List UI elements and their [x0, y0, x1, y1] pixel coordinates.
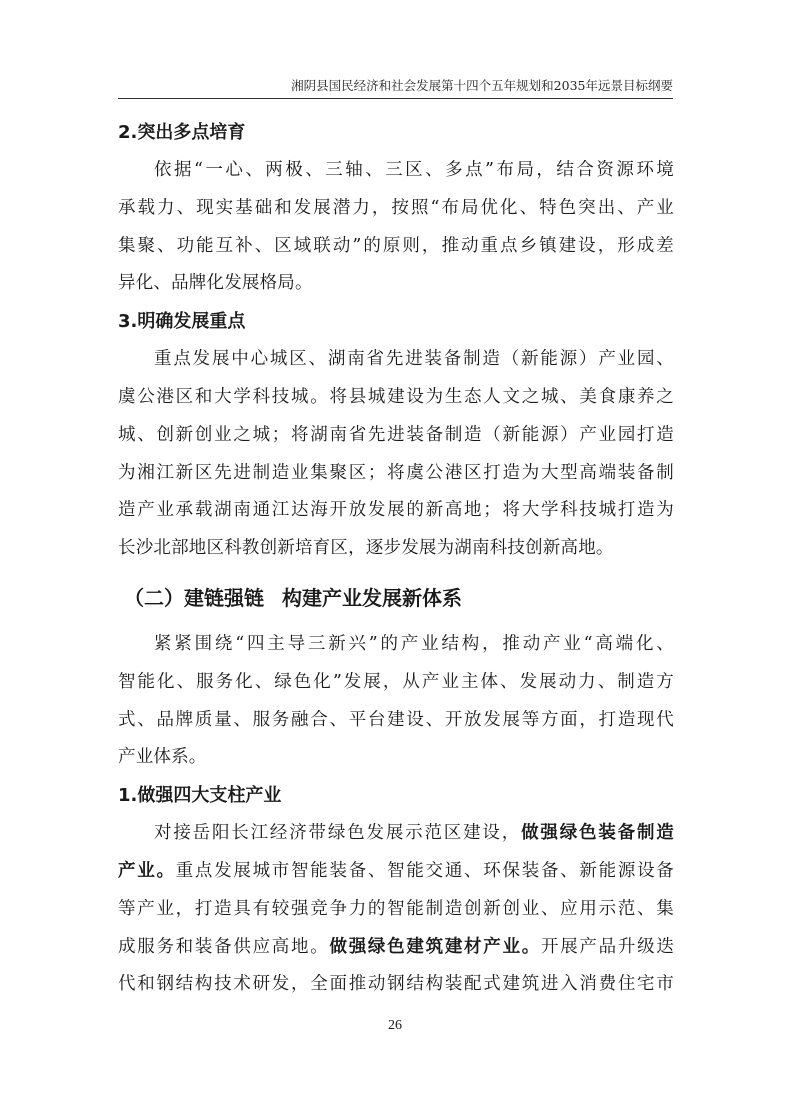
text-line: [118, 853, 674, 891]
section-heading-left: （二）建链强链: [124, 585, 264, 610]
page-number: 26: [388, 1018, 402, 1033]
text-line: 重点发展中心城区、湖南省先进装备制造（新能源）产业园、: [154, 349, 674, 370]
text-line: [118, 929, 674, 967]
text-line: 紧紧围绕“四主导三新兴”的产业结构，推动产业“高端化、: [154, 633, 674, 654]
subheading-multipoint: 2.突出多点培育: [118, 122, 246, 143]
paragraph-industry-system: [118, 626, 674, 777]
text-line: 产业体系。: [118, 747, 207, 768]
paragraph-four-pillars: [118, 815, 674, 1004]
text-run: 重点发展城市智能装备、智能交通、环保装备、新能源设备: [175, 860, 674, 881]
text-line: 为湘江新区先进制造业集聚区；将虞公港区打造为大型高端装备制: [118, 462, 674, 483]
subheading-key-focus: 3.明确发展重点: [118, 311, 246, 333]
text-line: 造产业承载湖南通江达海开放发展的新高地；将大学科技城打造为: [118, 500, 674, 521]
text-line: 代和钢结构技术研发，全面推动钢结构装配式建筑进入消费住宅市: [118, 974, 674, 995]
text-line: 长沙北部地区科教创新培育区，逐步发展为湖南科技创新高地。: [118, 538, 614, 559]
text-run: 开展产品升级迭: [540, 936, 675, 957]
text-line: 等产业，打造具有较强竞争力的智能制造创新创业、应用示范、集: [118, 898, 674, 919]
page-content: [118, 114, 674, 1004]
text-line: [118, 815, 674, 853]
emphasis-green-equipment: 做强绿色装备制造: [521, 823, 674, 844]
emphasis-industry: 产业。: [118, 860, 176, 881]
text-line: 虞公港区和大学科技城。将县城建设为生态人文之城、美食康养之: [118, 386, 674, 407]
text-line: 异化、品牌化发展格局。: [118, 273, 313, 294]
text-line: 集聚、功能互补、区域联动”的原则，推动重点乡镇建设，形成差: [118, 235, 674, 256]
text-line: 式、品牌质量、服务融合、平台建设、开放发展等方面，打造现代: [118, 709, 674, 730]
document-header: 湘阴县国民经济和社会发展第十四个五年规划和2035年远景目标纲要: [118, 76, 673, 99]
text-line: 承载力、现实基础和发展潜力，按照“布局优化、特色突出、产业: [118, 197, 674, 218]
subheading-four-pillars: 1.做强四大支柱产业: [118, 785, 282, 807]
text-line: 智能化、服务化、绿色化”发展，从产业主体、发展动力、制造方: [118, 671, 674, 692]
section-heading-right: 构建产业发展新体系: [282, 585, 462, 610]
text-run: 对接岳阳长江经济带绿色发展示范区建设，: [154, 823, 522, 844]
paragraph-key-focus: [118, 341, 674, 568]
text-line: 城、创新创业之城；将湖南省先进装备制造（新能源）产业园打造: [118, 424, 674, 445]
paragraph-multipoint: [118, 152, 674, 303]
section-heading: [124, 578, 674, 618]
text-line: 依据“一心、两极、三轴、三区、多点”布局，结合资源环境: [154, 160, 674, 180]
text-run: 成服务和装备供应高地。: [118, 936, 330, 957]
emphasis-green-building: 做强绿色建筑建材产业。: [329, 936, 541, 957]
